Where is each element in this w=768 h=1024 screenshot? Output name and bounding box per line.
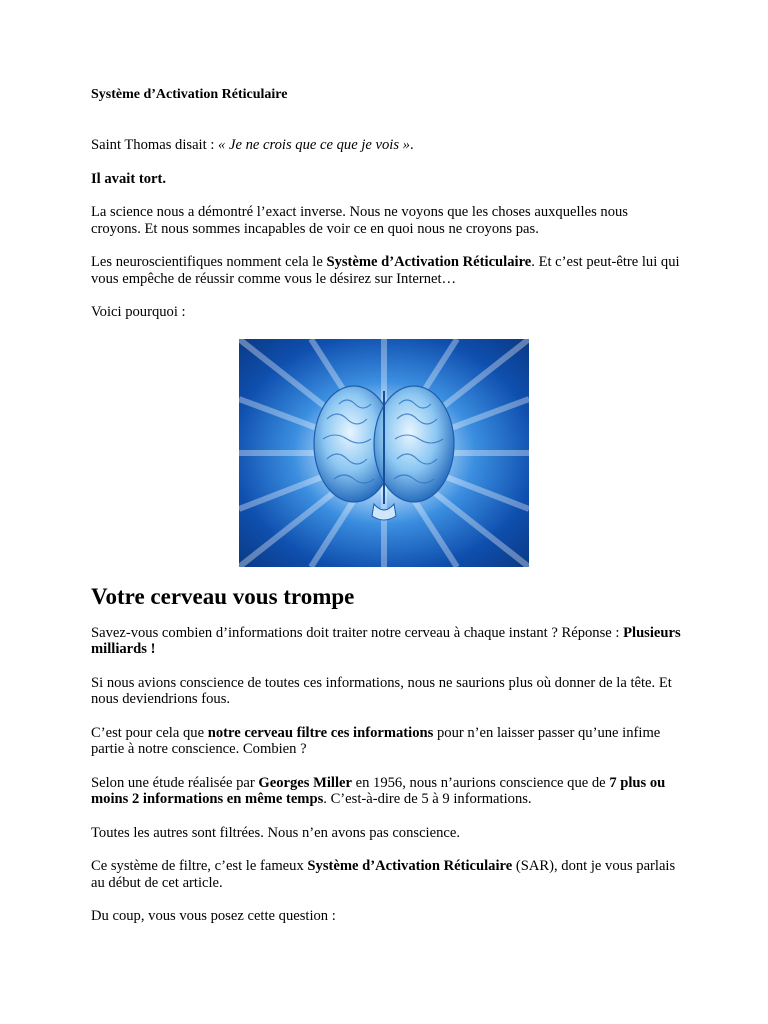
text-after: . C’est-à-dire de 5 à 9 informations. — [323, 791, 532, 807]
paragraph-science: La science nous a démontré l’exact inverse. Nous ne voyons que les choses auxquelles nous croyons. Et nous sommes incapables de voir ce en quoi nous ne croyons pas. — [91, 204, 628, 237]
text-before: Selon une étude réalisée par — [91, 774, 259, 791]
bold-milliards: Plusieurs milliards ! — [91, 624, 681, 657]
paragraph-sar — [91, 858, 681, 891]
text-before: Les neuroscientifiques nomment cela le — [91, 254, 327, 270]
document-body — [91, 86, 681, 925]
paragraph-saint-thomas — [91, 137, 681, 154]
text-before: Savez-vous combien d’informations doit traiter notre cerveau à chaque instant ? Réponse : — [91, 624, 624, 641]
text-middle: en 1956, nous n’aurions conscience que de — [351, 774, 610, 791]
section-heading: Votre cerveau vous trompe — [91, 583, 355, 609]
text-before: Ce système de filtre, c’est le fameux — [91, 858, 308, 874]
paragraph-filtre — [91, 725, 681, 758]
paragraph-question: Du coup, vous vous posez cette question : — [91, 908, 336, 924]
bold-sar: Système d’Activation Réticulaire — [326, 254, 532, 270]
bold-seven: 7 plus ou moins 2 informations en même temps — [91, 774, 666, 807]
bold-sar-2: Système d’Activation Réticulaire — [307, 858, 513, 874]
paragraph-filtrees: Toutes les autres sont filtrées. Nous n’en avons pas conscience. — [91, 824, 460, 841]
paragraph-neuroscientifiques — [91, 254, 681, 287]
quote-end: . — [409, 137, 414, 153]
paragraph-conscience: Si nous avions conscience de toutes ces informations, nous ne saurions plus où donner de la tête. Et nous deviendrions fous. — [91, 674, 672, 707]
paragraph-voici-pourquoi: Voici pourquoi : — [91, 304, 186, 320]
paragraph-il-avait-tort — [91, 171, 681, 188]
paragraph-milliards — [91, 625, 681, 658]
text-after: (SAR), dont je vous parlais au début de cet article. — [91, 858, 676, 891]
quote-text: « Je ne crois que ce que je vois » — [218, 137, 410, 153]
bold-miller: Georges Miller — [258, 774, 352, 791]
brain-image — [239, 339, 529, 567]
bold-filtre: notre cerveau filtre ces informations — [207, 724, 434, 741]
bold-statement: Il avait tort. — [91, 170, 166, 187]
paragraph-miller — [91, 775, 681, 808]
text-after: pour n’en laisser passer qu’une infime partie à notre conscience. Combien ? — [91, 724, 661, 757]
document-title: Système d’Activation Réticulaire — [91, 87, 288, 102]
text-after: . Et c’est peut-être lui qui vous empêche de réussir comme vous le désirez sur Internet… — [91, 254, 680, 287]
quote-intro: Saint Thomas disait : — [91, 137, 219, 153]
text-before: C’est pour cela que — [91, 724, 208, 741]
